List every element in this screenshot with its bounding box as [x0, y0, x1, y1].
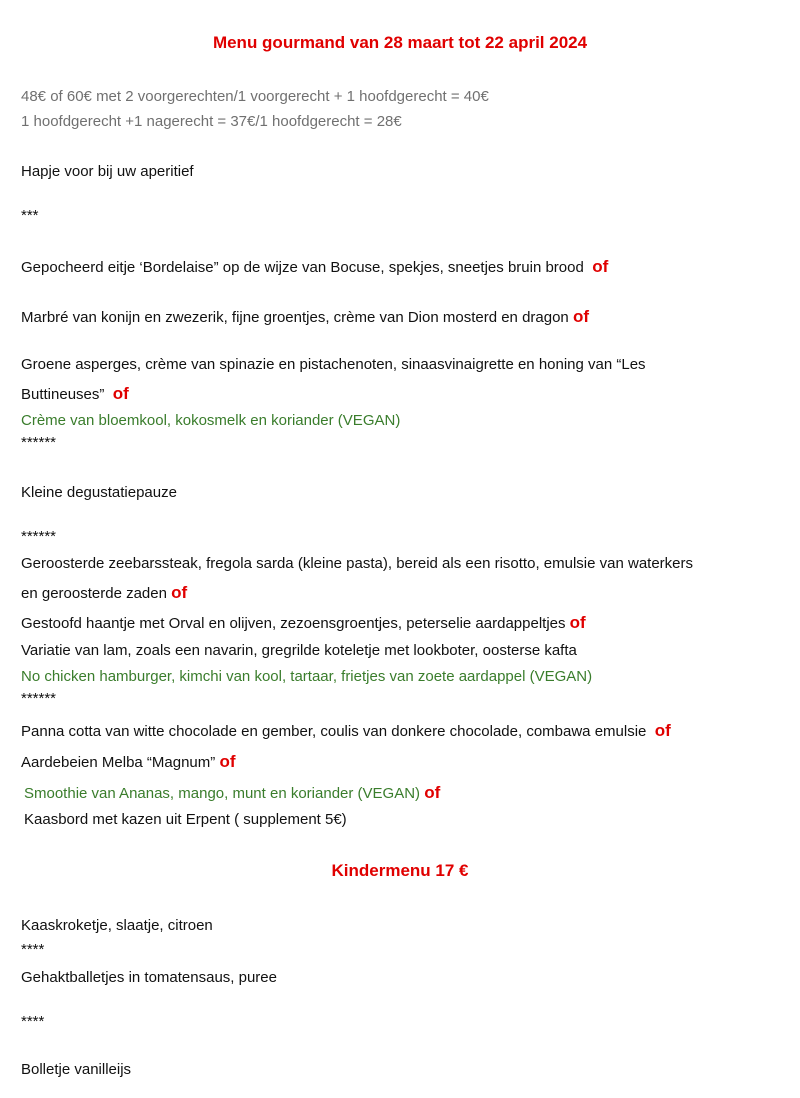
or-marker: of [572, 307, 589, 326]
dessert-1 [21, 722, 671, 741]
starter-2 [21, 308, 589, 327]
or-marker: of [424, 783, 441, 802]
kids-item-1: Kaaskroketje, slaatje, citroen [21, 917, 213, 934]
separator: ****** [21, 434, 57, 451]
main-2-text: Gestoofd haantje met Orval en olijven, zezoensgroentjes, peterselie aardappeltjes [21, 615, 566, 632]
starter-3: Groene asperges, crème van spinazie en pistachenoten, sinaasvinaigrette en honing van “Les [21, 356, 646, 373]
or-marker: of [219, 752, 236, 771]
dessert-vegan-text: Smoothie van Ananas, mango, munt en koriander (VEGAN) [24, 785, 421, 802]
or-marker: of [654, 721, 671, 740]
main-3: Variatie van lam, zoals een navarin, gregrilde koteletje met lookboter, oosterse kafta [21, 642, 577, 659]
main-2 [21, 614, 586, 633]
dessert-vegan [24, 784, 440, 803]
separator: *** [21, 207, 39, 224]
kids-menu-title: Kindermenu 17 € [331, 861, 469, 880]
or-marker: of [112, 384, 129, 403]
main-1-cont-text: en geroosterde zaden [21, 585, 167, 602]
main-1-cont [21, 584, 187, 603]
dessert-1-text: Panna cotta van witte chocolade en gember, coulis van donkere chocolade, combawa emulsie [21, 723, 647, 740]
starter-1-text: Gepocheerd eitje ‘Bordelaise” op de wijze van Bocuse, spekjes, sneetjes bruin brood [21, 259, 584, 276]
kids-item-2: Gehaktballetjes in tomatensaus, puree [21, 969, 277, 986]
menu-title: Menu gourmand van 28 maart tot 22 april 2024 [212, 33, 588, 52]
dessert-2-text: Aardebeien Melba “Magnum” [21, 754, 216, 771]
pause-line: Kleine degustatiepauze [21, 484, 177, 501]
kids-item-3: Bolletje vanilleijs [21, 1061, 132, 1078]
aperitif-line: Hapje voor bij uw aperitief [21, 163, 194, 180]
or-marker: of [592, 257, 609, 276]
separator: ****** [21, 528, 57, 545]
starter-1 [21, 258, 608, 277]
dessert-2 [21, 753, 236, 772]
price-line-2: 1 hoofdgerecht +1 nagerecht = 37€/1 hoofdgerecht = 28€ [21, 113, 402, 130]
price-line-1: 48€ of 60€ met 2 voorgerechten/1 voorgerecht + 1 hoofdgerecht = 40€ [21, 88, 489, 105]
starter-3-cont-text: Buttineuses” [21, 386, 105, 403]
starter-vegan: Crème van bloemkool, kokosmelk en koriander (VEGAN) [21, 412, 401, 429]
main-1: Geroosterde zeebarssteak, fregola sarda (kleine pasta), bereid als een risotto, emulsie van waterkers [21, 555, 694, 572]
separator: **** [21, 941, 45, 958]
cheese-board: Kaasbord met kazen uit Erpent ( supplement 5€) [24, 811, 347, 828]
starter-2-text: Marbré van konijn en zwezerik, fijne groentjes, crème van Dion mosterd en dragon [21, 309, 569, 326]
or-marker: of [569, 613, 586, 632]
main-vegan: No chicken hamburger, kimchi van kool, tartaar, frietjes van zoete aardappel (VEGAN) [21, 668, 593, 685]
starter-3-cont [21, 385, 129, 404]
or-marker: of [171, 583, 188, 602]
separator: ****** [21, 690, 57, 707]
separator: **** [21, 1013, 45, 1030]
